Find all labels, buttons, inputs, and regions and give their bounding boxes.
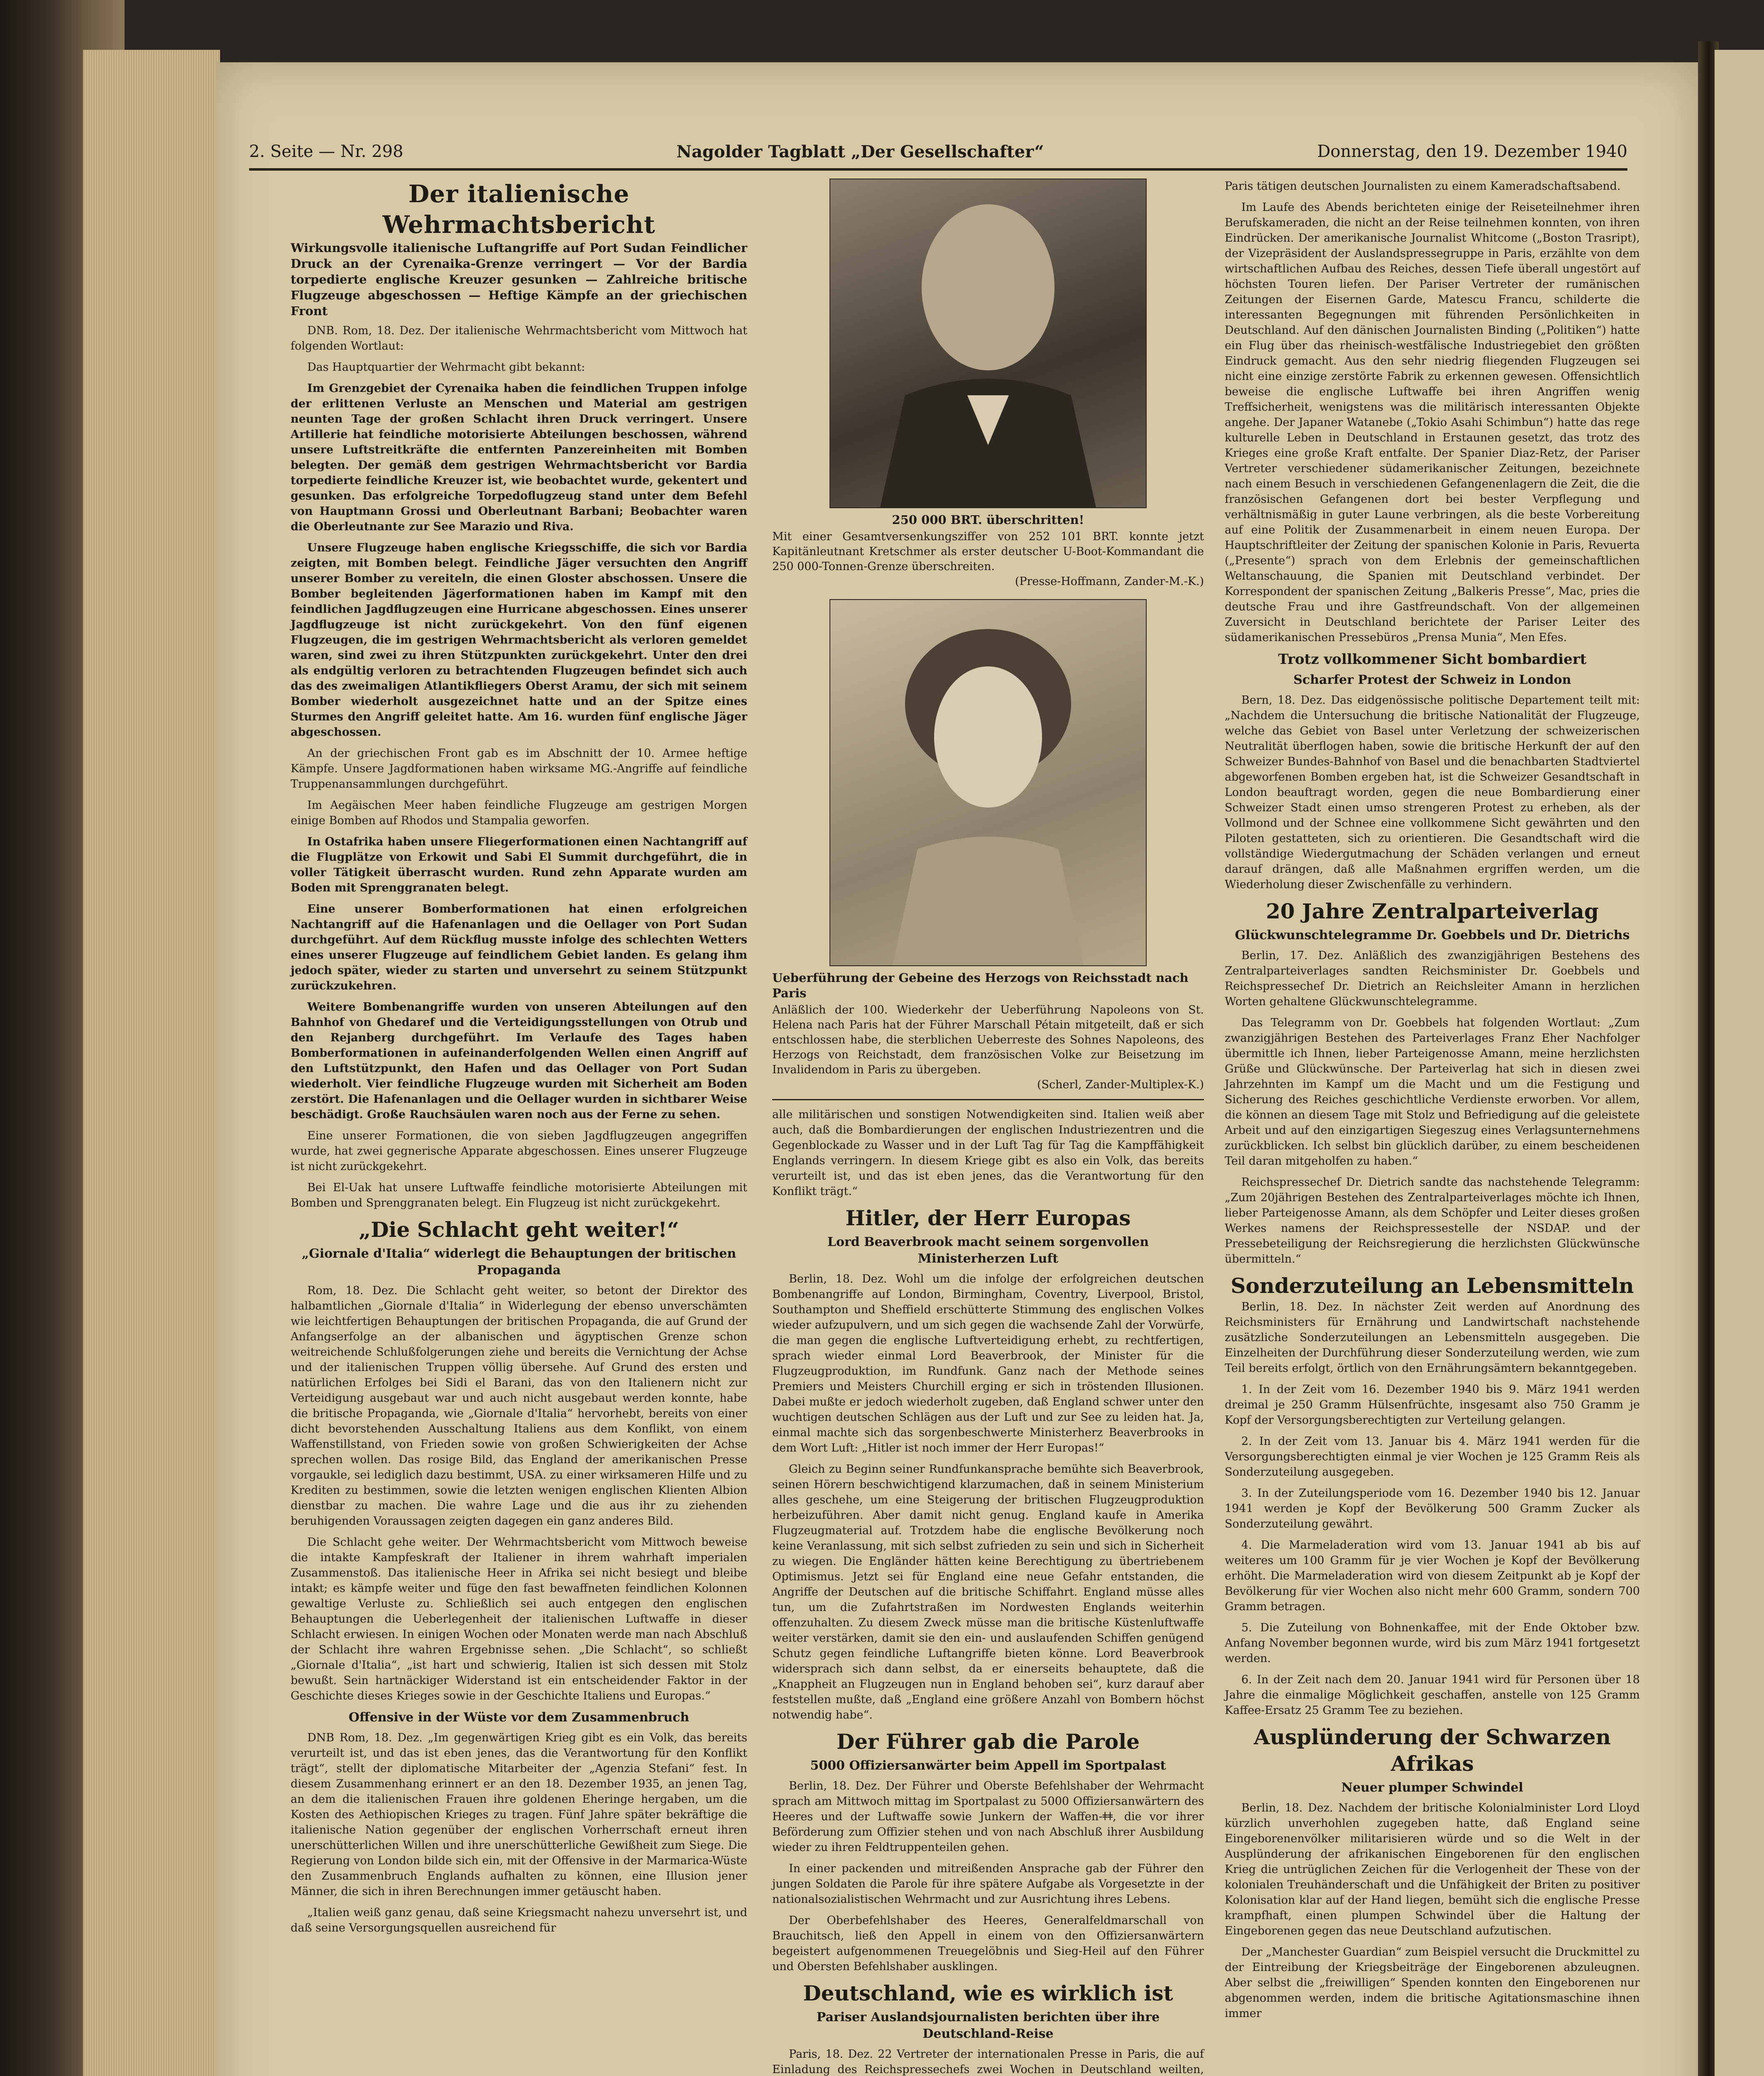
- paragraph: Das Telegramm von Dr. Goebbels hat folgenden Wortlaut: „Zum zwanzigjährigen Bestehen des Parteiverlages Franz Eher Nachfolger übermittle ich Ihnen, lieber Parteigenosse Amann, meine herzlichsten Grüße und Glückwünsche. Der Parteiverlag hat sich in diesen zwei Jahrzehnten im Kampf um die Macht und um die Festigung und Sicherung des Reiches geschichtliche Verdienste erworben. Vor allem, die können an diesem Tage mit Stolz und Befriedigung auf die geleistete Arbeit und auf den einzigartigen Siegeszug eines Verlagsunternehmens zurückblicken. Ich selbst bin glücklich darüber, zu einem bescheidenen Teil daran mitgeholfen zu haben.“: [1225, 1016, 1640, 1168]
- portrait-icon: [830, 600, 1146, 965]
- paragraph: 5. Die Zuteilung von Bohnenkaffee, mit der Ende Oktober bzw. Anfang November begonnen wurde, wird bis zum März 1941 fortgesetzt werden.: [1225, 1621, 1640, 1665]
- paragraph: Rom, 18. Dez. Die Schlacht geht weiter, so betont der Direktor des halbamtlichen „Giornale d'Italia“ in Widerlegung der ebenso unverschämten wie leichtfertigen Behauptungen der britischen Propaganda, die auf Grund der Anfangserfolge an der albanischen und ägyptischen Grenze schon weitreichende Schlußfolgerungen ziehe und bereits die Vernichtung der Achse und der italienischen Truppen völlig übersehe. Auf Grund des ersten und natürlichen Erfolges bei Sidi el Barani, das von den Italienern nicht zur Verteidigung ausgebaut war und auch nicht ausgebaut werden konnte, habe die britische Propaganda, wie „Giornale d'Italia“ hervorhebt, bereits von einer dicht bevorstehenden Ausschaltung Italiens aus dem Konflikt, von einem Waffenstillstand, von Frieden sowie von großen Schwierigkeiten der Achse sprechen wollen. Das rosige Bild, das England der amerikanischen Presse vorgaukle, sei lediglich dazu bestimmt, USA. zu einer wirksameren Hilfe und zu Krediten zu bestimmen, sowie die letzten wenigen englischen Klienten Albion dienstbar zu machen. Die wahre Lage und die aus ihr zu ziehenden beruhigenden Voraussagen zeigten dagegen ein ganz anderes Bild.: [291, 1284, 747, 1528]
- article-subtitle: Pariser Auslandsjournalisten berichten über ihre Deutschland-Reise: [816, 2010, 1160, 2041]
- paragraph: Unsere Flugzeuge haben englische Kriegsschiffe, die sich vor Bardia zeigten, mit Bomben belegt. Feindliche Jäger versuchten den Angriff unserer Bomber zu vereiteln, die einen Gloster abschossen. Unsere die Bomber begleitenden Jägerformationen haben im Kampf mit den feindlichen Jagdflugzeugen eine Hurricane abgeschossen. Eines unserer Jagdflugzeuge ist nicht zurückgekehrt. Von den fünf eigenen Flugzeugen, die im gestrigen Wehrmachtsbericht als verloren gemeldet waren, sind zwei zu ihren Stützpunkten zurückgekehrt. Unter den drei als endgültig verloren zu betrachtenden Flugzeugen befindet sich auch das des zweimaligen Atlantikfliegers Oberst Aramu, der sich mit seinem Bomber wiederholt ausgezeichnet hatte und an der Spitze eines Sturmes den Angriff geleitet hatte. Am 16. wurden fünf englische Jäger abgeschossen.: [291, 541, 747, 739]
- paragraph: Bei El-Uak hat unsere Luftwaffe feindliche motorisierte Abteilungen mit Bomben und Sprenggranaten belegt. Ein Flugzeug ist nicht zurückgekehrt.: [291, 1181, 747, 1209]
- column-left: [291, 179, 747, 1941]
- paragraph: Paris, 18. Dez. 22 Vertreter der internationalen Presse in Paris, die auf Einladung des Reichspressechefs zwei Wochen in Deutschland weilten,: [772, 2048, 1204, 2076]
- article-subtitle: Lord Beaverbrook macht seinem sorgenvollen Ministerherzen Luft: [827, 1235, 1149, 1266]
- header-rule: [249, 168, 1627, 171]
- column-right: [1225, 179, 1640, 2027]
- article-title: Der italienische Wehrmachtsbericht: [382, 180, 656, 239]
- article-title: Trotz vollkommener Sicht bombardiert: [1278, 651, 1587, 668]
- article-title: 20 Jahre Zentralparteiverlag: [1266, 899, 1599, 923]
- paragraph: „Italien weiß ganz genau, daß seine Kriegsmacht nahezu unversehrt ist, und daß seine Versorgungsquellen ausreichend für: [291, 1906, 747, 1934]
- article-title: Hitler, der Herr Europas: [845, 1206, 1131, 1230]
- paragraph: alle militärischen und sonstigen Notwendigkeiten sind. Italien weiß aber auch, daß die Bombardierungen der englischen Industriezentren und die Gegenblockade zu Wasser und in der Luft Tag für Tag die Kampffähigkeit Englands verringern. In diesem Kriege gibt es also ein Volk, das bereits verurteilt ist, und das ist eben jenes, das die Verantwortung für den Konflikt trägt.“: [772, 1108, 1204, 1198]
- header-masthead: Nagolder Tagblatt „Der Gesellschafter“: [676, 142, 1044, 162]
- header-page-number: 2. Seite — Nr. 298: [249, 142, 404, 161]
- paragraph: DNB Rom, 18. Dez. „Im gegenwärtigen Krieg gibt es ein Volk, das bereits verurteilt ist, und das ist eben jenes, das die Verantwortung für den Konflikt trägt“, stellt der diplomatische Mitarbeiter der „Agenzia Stefani“ fest. In diesem Zusammenhang erinnert er an den 18. Dezember 1935, an jenen Tag, an dem die italienischen Frauen ihre goldenen Eheringe hergaben, um die Kosten des Aethiopischen Krieges zu tragen. Fünf Jahre später bekräftige die italienische Nation gegenüber der englischen Vorherrschaft erneut ihren unerschütterlichen Willen und ihre unerschütterliche Gewißheit zum Siege. Die Regierung von London bilde sich ein, mit der Offensive in der Marmarica-Wüste den Zusammenbruch Englands aufhalten zu können, eine Illusion jener Männer, die sich in ihren Berechnungen immer getäuscht haben.: [291, 1731, 747, 1898]
- paragraph: 6. In der Zeit nach dem 20. Januar 1941 wird für Personen über 18 Jahre die einmalige Möglichkeit geschaffen, anstelle von 125 Gramm Kaffee-Ersatz 25 Gramm Tee zu beziehen.: [1225, 1673, 1640, 1717]
- article-subtitle: Neuer plumper Schwindel: [1341, 1780, 1524, 1795]
- adjacent-page: [1715, 50, 1764, 2076]
- paragraph: Gleich zu Beginn seiner Rundfunkansprache bemühte sich Beaverbrook, seinen Hörern beschwichtigend klarzumachen, daß in seinem Ministerium alles geschehe, um eine Steigerung der britischen Flugzeugproduktion herbeizuführen. Aber damit nicht genug. England kaufe in Amerika Flugzeugmaterial auf. Trotzdem habe die englische Bevölkerung noch keine Veranlassung, mit sich selbst zufrieden zu sein und sich in Sicherheit zu wiegen. Die Engländer hätten keine Berechtigung zu übertriebenem Optimismus. Jetzt sei für England eine neue Gefahr entstanden, die Angriffe der Deutschen auf die britische Schiffahrt. England müsse alles tun, um die Zufahrtstraßen im Nordwesten Englands weiterhin offenzuhalten. Zu diesem Zweck müsse man die britische Küstenluftwaffe weiter verstärken, damit sie den ein- und auslaufenden Schiffen genügend Schutz gegen feindliche Luftangriffe bieten könne. Lord Beaverbrook widersprach sich dann selbst, da er einerseits behauptete, daß die „Knappheit an Flugzeugen nun in England behoben sei“, kurz darauf aber feststellen mußte, daß „England eine größere Anzahl von Bombern höchst notwendig habe“.: [772, 1463, 1204, 1721]
- paragraph: Berlin, 17. Dez. Anläßlich des zwanzigjährigen Bestehens des Zentralparteiverlages sandten Reichsminister Dr. Goebbels und Reichspressechef Dr. Dietrich an Reichsleiter Amann in herzlichen Worten gehaltene Glückwunschtelegramme.: [1225, 949, 1640, 1008]
- page-header: [249, 137, 1627, 166]
- paragraph: 4. Die Marmeladeration wird vom 13. Januar 1941 ab bis auf weiteres um 100 Gramm für je vier Wochen je Kopf der Bevölkerung erhöht. Die Marmeladeration wird von diesem Zeitpunkt ab je Kopf der Bevölkerung für vier Wochen also nicht mehr 600 Gramm, sondern 700 Gramm betragen.: [1225, 1539, 1640, 1613]
- article-subtitle: „Giornale d'Italia“ widerlegt die Behauptungen der britischen Propaganda: [301, 1246, 736, 1278]
- paragraph: Im Grenzgebiet der Cyrenaika haben die feindlichen Truppen infolge der erlittenen Verluste an Menschen und Material am gestrigen neunten Tage der großen Schlacht ihren Druck verringert. Unsere Artillerie hat feindliche motorisierte Abteilungen beschossen, während unsere Luftstreitkräfte die entfernten Panzereinheiten mit Bomben belegten. Der gemäß dem gestrigen Wehrmachtsbericht vor Bardia torpedierte feindliche Kreuzer ist, wie beobachtet wurde, gekentert und gesunken. Das erfolgreiche Torpedoflugzeug stand unter dem Befehl von Hauptmann Grossi und Oberleutnant Barbani; Beobachter waren die Oberleutnante zur See Marazio und Riva.: [291, 382, 747, 533]
- paragraph: Eine unserer Formationen, die von sieben Jagdflugzeugen angegriffen wurde, hat zwei gegnerische Apparate abgeschossen. Eines unserer Flugzeuge ist nicht zurückgekehrt.: [291, 1129, 747, 1173]
- paragraph: Bern, 18. Dez. Das eidgenössische politische Departement teilt mit: „Nachdem die Untersuchung die britische Nationalität der Flugzeuge, welche das Gebiet von Basel unter Verletzung der schweizerischen Neutralität überflogen haben, sowie die britische Herkunft der auf den Schweizer Bundes-Bahnhof von Basel und die benachbarten Stadtviertel abgeworfenen Bomben ergeben hat, ist die Schweizer Gesandtschaft in London beauftragt worden, gegen die neue Bombardierung einer Schweizer Stadt einen umso strengeren Protest zu erheben, als der Vollmond und der Schnee eine vollkommene Sicht gewährten und den Piloten gestatteten, sich zu orientieren. Die Gesandtschaft wird die vollständige Wiedergutmachung der Schäden verlangen und erneut darauf drängen, daß alle Maßnahmen ergriffen werden, um die Wiederholung dieser Zwischenfälle zu verhindern.: [1225, 694, 1640, 891]
- paragraph: DNB. Rom, 18. Dez. Der italienische Wehrmachtsbericht vom Mittwoch hat folgenden Wortlaut:: [291, 324, 747, 353]
- paragraph: Berlin, 18. Dez. In nächster Zeit werden auf Anordnung des Reichsministers für Ernährung und Landwirtschaft nachstehende zusätzliche Sonderzuteilungen an Lebensmitteln ausgegeben. Die Einzelheiten der Durchführung dieser Sonderzuteilung werden, wie zum Teil bereits erfolgt, örtlich von den Ernährungsämtern bekanntgegeben.: [1225, 1300, 1640, 1375]
- photo-credit: (Presse-Hoffmann, Zander-M.-K.): [1015, 575, 1204, 588]
- article-title: Sonderzuteilung an Lebensmitteln: [1231, 1273, 1634, 1298]
- column-middle: [772, 179, 1204, 2076]
- header-date: Donnerstag, den 19. Dezember 1940: [1317, 142, 1627, 161]
- photo-caption: Anläßlich der 100. Wiederkehr der Ueberführung Napoleons von St. Helena nach Paris hat der Führer Marschall Pétain mitgeteilt, daß er sich entschlossen habe, die sterblichen Ueberreste des Sohnes Napoleons, des Herzogs von Reichstadt, dem französischen Volke zur Beisetzung im Invalidendom in Paris zu übergeben.: [772, 1004, 1204, 1076]
- page-stack-edge: [83, 50, 220, 2076]
- paragraph: Das Hauptquartier der Wehrmacht gibt bekannt:: [307, 361, 585, 374]
- article-subtitle: 5000 Offiziersanwärter beim Appell im Sportpalast: [810, 1758, 1166, 1773]
- paragraph: Eine unserer Bomberformationen hat einen erfolgreichen Nachtangriff auf die Hafenanlagen und die Oellager von Port Sudan durchgeführt. Auf dem Rückflug musste infolge des schlechten Wetters eines unserer Flugzeuge auf feindlichem Gebiet landen. Es gelang ihm jedoch später, wieder zu starten und unversehrt zu seinem Stützpunkt zurückzukehren.: [291, 903, 747, 992]
- paragraph: 2. In der Zeit vom 13. Januar bis 4. März 1941 werden für die Versorgungsberechtigten einmal je vier Wochen je 125 Gramm Reis als Sonderzuteilung ausgegeben.: [1225, 1435, 1640, 1479]
- article-subtitle: Offensive in der Wüste vor dem Zusammenbruch: [348, 1710, 690, 1725]
- paragraph: In Ostafrika haben unsere Fliegerformationen einen Nachtangriff auf die Flugplätze von Erkowit und Sabi El Summit durchgeführt, die in voller Tätigkeit überrascht wurden. Rund zehn Apparate wurden am Boden mit Sprenggranaten belegt.: [291, 835, 747, 894]
- paragraph: Reichspressechef Dr. Dietrich sandte das nachstehende Telegramm: „Zum 20jährigen Bestehen des Zentralparteiverlages möchte ich Ihnen, lieber Parteigenosse Amann, als dem Schöpfer und Leiter dieses großen Werkes namens der Reichspressestelle der NSDAP. und der Pressebeteiligung der Reichsregierung die herzlichsten Glückwünsche übermitteln.“: [1225, 1176, 1640, 1266]
- photo-caption: Mit einer Gesamtversenkungsziffer von 252 101 BRT. konnte jetzt Kapitänleutnant Kretschmer als erster deutscher U-Boot-Kommandant die 250 000-Tonnen-Grenze überschreiten.: [772, 530, 1204, 573]
- article-title: Ausplünderung der Schwarzen Afrikas: [1254, 1725, 1611, 1776]
- article-title: Der Führer gab die Parole: [836, 1729, 1140, 1754]
- paragraph: An der griechischen Front gab es im Abschnitt der 10. Armee heftige Kämpfe. Unsere Jagdformationen haben wirksame MG.-Angriffe auf feindliche Truppenansammlungen durchgeführt.: [291, 747, 747, 791]
- photo-caption-title: Ueberführung der Gebeine des Herzogs von Reichsstadt nach Paris: [772, 971, 1189, 1000]
- paragraph: Die Schlacht gehe weiter. Der Wehrmachtsbericht vom Mittwoch beweise die intakte Kampfeskraft der Italiener in ihrem wahrhaft imperialen Zusammenstoß. Das italienische Heer in Afrika sei nicht besiegt und bleibe intakt; es kämpfe weiter und füge den fast bewaffneten feindlichen Kolonnen gewaltige Verluste zu. Schließlich sei auch entgegen den englischen Behauptungen die Ueberlegenheit der italienischen Luftwaffe in dieser Schlacht erwiesen. In einigen Wochen oder Monaten werde man nach Abschluß der Schlacht ihre wahren Ergebnisse sehen. „Die Schlacht“, so schließt „Giornale d'Italia“, „ist hart und schwierig, Italien ist sich dessen mit Stolz bewußt. Sein hartnäckiger Widerstand ist ein entscheidender Faktor in der Geschichte dieses Krieges sowie in der Geschichte Italiens und Europas.“: [291, 1536, 747, 1702]
- photo-credit: (Scherl, Zander-Multiplex-K.): [1037, 1078, 1204, 1091]
- paragraph: Berlin, 18. Dez. Der Führer und Oberste Befehlshaber der Wehrmacht sprach am Mittwoch mittag im Sportpalast zu 5000 Offiziersanwärtern des Heeres und der Luftwaffe sowie Junkern der Waffen-ǂǂ, die vor ihrer Beförderung zum Offizier stehen und von nach Abschluß ihrer Ausbildung wieder zu ihren Feldtruppenteilen gehen.: [772, 1780, 1204, 1854]
- paragraph: Im Aegäischen Meer haben feindliche Flugzeuge am gestrigen Morgen einige Bomben auf Rhodos und Stampalia geworfen.: [291, 799, 747, 827]
- paragraph: Berlin, 18. Dez. Wohl um die infolge der erfolgreichen deutschen Bombenangriffe auf London, Birmingham, Coventry, Liverpool, Bristol, Southampton und Sheffield erschütterte Stimmung des englischen Volkes wieder aufzupulvern, und um sich gegen die wachsende Zahl der Vorwürfe, die man gegen die englische Luftverteidigung erhebt, zu rechtfertigen, sprach wieder einmal Lord Beaverbrook, der Minister für die Flugzeugproduktion, im Rundfunk. Ganz nach der Methode seines Premiers und Meisters Churchill erging er sich in tröstenden Illusionen. Dabei mußte er jedoch wiederholt zugeben, daß England schwer unter den wuchtigen deutschen Schlägen aus der Luft und zur See zu leiden hat. Ja, einmal machte sich das sorgenbeschwerte Ministerherz Beaverbrooks in dem Wort Luft: „Hitler ist noch immer der Herr Europas!“: [772, 1273, 1204, 1454]
- article-title: Deutschland, wie es wirklich ist: [803, 1981, 1173, 2005]
- paragraph: Der „Manchester Guardian“ zum Beispiel versucht die Druckmittel zu der Eintreibung der Kriegsbeiträge der Eingeborenen abzuleugnen. Aber selbst die „freiwilligen“ Spenden konnten den Eingeborenen nur abgenommen werden, indem die britische Agitationsmaschine ihnen immer: [1225, 1946, 1640, 2020]
- paragraph: Im Laufe des Abends berichteten einige der Reiseteilnehmer ihren Berufskameraden, die nicht an der Reise teilnehmen konnten, von ihren Eindrücken. Der amerikanische Journalist Whitcome („Boston Trasript), der Vizepräsident der Auslandspressegruppe in Paris, erzählte von dem wirtschaftlichen Aufbau des Reiches, dessen Tiefe überall ungestört auf höchsten Touren liefen. Der Pariser Vertreter der rumänischen Zeitungen der Eisernen Garde, Matescu Francu, schilderte die interessanten Begegnungen mit führenden Persönlichkeiten in Deutschland. Auf den dänischen Journalisten Binding („Politiken“) hatte ein Flug über das rheinisch-westfälische Industriegebiet den größten Eindruck gemacht. Aus den sehr niedrig fliegenden Flugzeugen sei nicht eine einzige zerstörte Fabrik zu erkennen gewesen. Offensichtlich beweise die englische Luftwaffe bei ihren Angriffen wenig Treffsicherheit, wenigstens was die militärisch interessanten Objekte angehe. Der Japaner Watanebe („Tokio Asahi Schimbun“) hatte das rege kulturelle Leben in Deutschland in Erstaunen gesetzt, das trotz des Krieges eine große Kraft entfalte. Der Spanier Diaz-Retz, der Pariser Vertreter verschiedener südamerikanischer Zeitungen, bezeichnete nach einem Besuch in verschiedenen Gefangenenlagern die Zeit, die die französischen Gefangenen dort bei bester Verpflegung und verhältnismäßig in guter Laune verbringen, als die beste Vorbereitung auf eine Politik der Zusammenarbeit in einem neuen Europa. Der Hauptschriftleiter der Zeitung der spanischen Kolonie in Paris, Revuerta („Presente“) sprach von dem Erlebnis der gemeinschaftlichen Weltanschauung, die Spanien mit Deutschland verbindet. Der Korrespondent der spanischen Zeitung „Balkeris Presse“, Mac, pries die deutsche Frau und ihre Gastfreundschaft. Von der allgemeinen Zuversicht in Deutschland berichtete der Pariser Leiter des südamerikanischen Pressebüros „Prensa Munia“, Men Efes.: [1225, 201, 1640, 644]
- photo-portrait-officer: [829, 179, 1147, 508]
- article-subtitle: Scharfer Protest der Schweiz in London: [1293, 673, 1571, 687]
- paragraph: 1. In der Zeit vom 16. Dezember 1940 bis 9. März 1941 werden dreimal je 250 Gramm Hülsenfrüchte, insgesamt also 750 Gramm je Kopf der Versorgungsberechtigten zur Verteilung gelangen.: [1225, 1383, 1640, 1427]
- paragraph: In einer packenden und mitreißenden Ansprache gab der Führer den jungen Soldaten die Parole für ihre spätere Aufgabe als Vorgesetzte in der nationalsozialistischen Wehrmacht und zur Ausrichtung ihres Lebens.: [772, 1862, 1204, 1906]
- photo-caption-title: 250 000 BRT. überschritten!: [892, 513, 1084, 527]
- paragraph: Der Oberbefehlshaber des Heeres, Generalfeldmarschall von Brauchitsch, ließ den Appell in einem von den Offiziersanwärtern begeistert aufgenommenen Treuegelöbnis und Sieg-Heil auf den Führer und Obersten Befehlshaber ausklingen.: [772, 1914, 1204, 1973]
- portrait-icon: [830, 179, 1146, 507]
- paragraph: Paris tätigen deutschen Journalisten zu einem Kameradschaftsabend.: [1225, 180, 1621, 193]
- paragraph: 3. In der Zuteilungsperiode vom 16. Dezember 1940 bis 12. Januar 1941 werden je Kopf der Bevölkerung 500 Gramm Zucker als Sonderzuteilung gewährt.: [1225, 1487, 1640, 1530]
- photo-portrait-duke: [829, 599, 1147, 966]
- article-title: „Die Schlacht geht weiter!“: [359, 1217, 679, 1242]
- paragraph: Weitere Bombenangriffe wurden von unseren Abteilungen auf den Bahnhof von Ghedaref und die Verteidigungsstellungen von Otrub und den Rejanberg durchgeführt. Im Verlaufe des Tages haben Bomberformationen in aufeinanderfolgenden Wellen einen Angriff auf den Luftstützpunkt, den Hafen und das Oellager von Port Sudan wiederholt. Vier feindliche Flugzeuge wurden mit Sicherheit am Boden zerstört. Die Hafenanlagen und die Oellager wurden in sichtbarer Weise beschädigt. Große Rauchsäulen waren noch aus der Ferne zu sehen.: [291, 1001, 747, 1121]
- article-summary: Wirkungsvolle italienische Luftangriffe auf Port Sudan Feindlicher Druck an der Cyrenaika-Grenze verringert — Vor der Bardia torpedierte englische Kreuzer gesunken — Zahlreiche britische Flugzeuge abgeschossen — Heftige Kämpfe an der griechischen Front: [291, 241, 747, 318]
- column-divider: [772, 1099, 1204, 1100]
- article-subtitle: Glückwunschtelegramme Dr. Goebbels und Dr. Dietrichs: [1235, 928, 1630, 943]
- paragraph: Berlin, 18. Dez. Nachdem der britische Kolonialminister Lord Lloyd kürzlich unverhohlen zugegeben hatte, daß England seine Eingeborenenvölker militarisieren würde und so die Welt in der Ausplünderung der afrikanischen Eingeborenen für den englischen Krieg die untrüglichen Zeichen für die Verlogenheit der These von der kolonialen Treuhänderschaft und die Unfähigkeit der Briten zu positiver Kolonisation klar auf der Hand liegen, bemüht sich die englische Presse krampfhaft, einen plumpen Schwindel über die Haltung der Eingeborenen gegen das neue Deutschland aufzutischen.: [1225, 1802, 1640, 1937]
